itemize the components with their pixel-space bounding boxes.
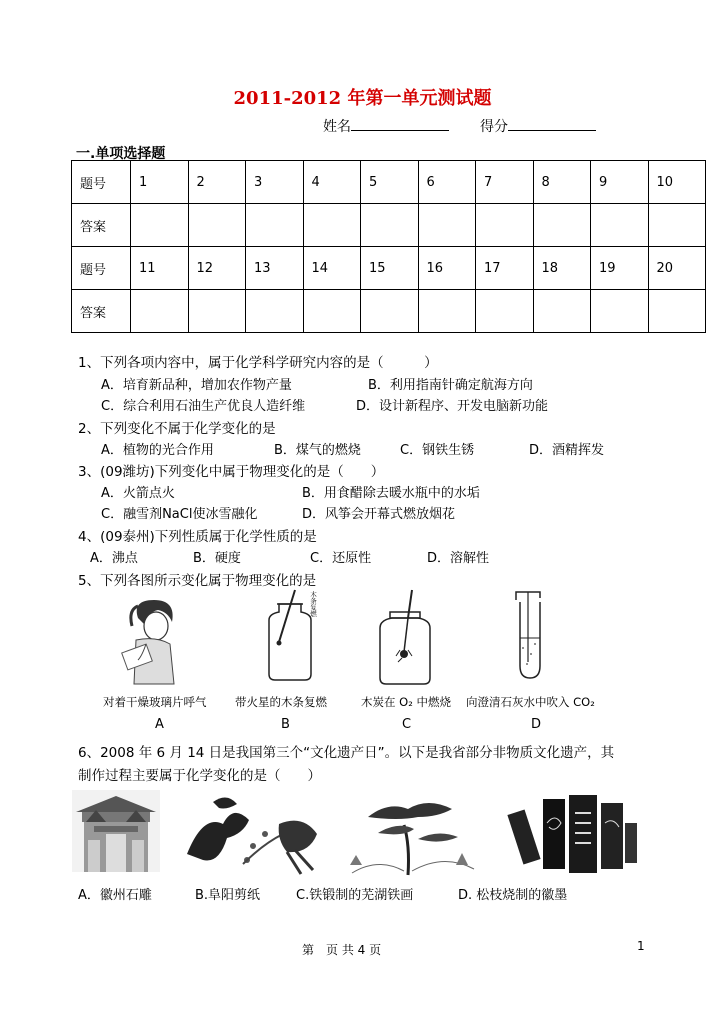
- paper-cut-image: [183, 794, 323, 878]
- section-title: 一.单项选择题: [76, 146, 166, 162]
- name-field: [323, 116, 449, 136]
- question-4-option-b: B．硬度: [193, 551, 241, 566]
- question-number-cell: 20: [648, 247, 706, 290]
- stone-archway-image: [72, 790, 160, 872]
- answer-cell[interactable]: [648, 204, 706, 247]
- figure-letter-a: A: [155, 717, 164, 732]
- row-label-answer: 答案: [72, 204, 131, 247]
- answer-cell[interactable]: [476, 204, 534, 247]
- figure-caption-b: 带火星的木条复燃: [235, 695, 327, 709]
- table-row: [72, 290, 706, 333]
- score-field: [480, 116, 596, 136]
- answer-table: [71, 160, 706, 333]
- answer-cell[interactable]: [476, 290, 534, 333]
- figure-caption-c: 木炭在 O₂ 中燃烧: [361, 695, 451, 709]
- question-number-cell: 16: [418, 247, 476, 290]
- answer-cell[interactable]: [188, 290, 246, 333]
- question-4-stem: 4、(09泰州)下列性质属于化学性质的是: [78, 529, 317, 545]
- question-number-cell: 18: [533, 247, 591, 290]
- question-number-cell: 19: [591, 247, 649, 290]
- question-6-option-c: C.铁锻制的芜湖铁画: [296, 888, 414, 903]
- question-number-cell: 11: [131, 247, 189, 290]
- question-number-cell: 8: [533, 161, 591, 204]
- page-number: 1: [637, 939, 645, 953]
- figure-letter-c: C: [402, 717, 412, 732]
- question-number-cell: 17: [476, 247, 534, 290]
- question-3-stem: 3、(09潍坊)下列变化中属于物理变化的是（ ）: [78, 464, 385, 480]
- question-number-cell: 12: [188, 247, 246, 290]
- question-1-option-b: B．利用指南针确定航海方向: [368, 378, 533, 393]
- answer-cell[interactable]: [533, 290, 591, 333]
- question-number-cell: 3: [246, 161, 304, 204]
- question-4-option-c: C．还原性: [310, 551, 372, 566]
- question-3-option-d: D．风筝会开幕式燃放烟花: [302, 507, 456, 522]
- question-number-cell: 2: [188, 161, 246, 204]
- name-label: 姓名: [323, 119, 351, 135]
- question-6-option-b: B.阜阳剪纸: [195, 888, 261, 903]
- page-footer: 第 页 共 4 页: [302, 943, 382, 957]
- table-row: [72, 161, 706, 204]
- score-label: 得分: [480, 119, 508, 135]
- question-number-cell: 9: [591, 161, 649, 204]
- answer-cell[interactable]: [591, 204, 649, 247]
- question-number-cell: 6: [418, 161, 476, 204]
- question-number-cell: 4: [303, 161, 361, 204]
- row-label-number: 题号: [72, 247, 131, 290]
- question-3-option-c: C．融雪剂NaCl使冰雪融化: [101, 507, 258, 522]
- answer-cell[interactable]: [303, 204, 361, 247]
- answer-cell[interactable]: [418, 290, 476, 333]
- answer-cell[interactable]: [361, 204, 419, 247]
- question-1-option-c: C．综合利用石油生产优良人造纤维: [101, 399, 306, 414]
- question-2-option-b: B．煤气的燃烧: [274, 443, 361, 458]
- score-blank[interactable]: [508, 116, 596, 131]
- question-4-option-d: D．溶解性: [427, 551, 490, 566]
- test-tube-figure: [506, 588, 556, 688]
- figure-letter-b: B: [281, 717, 290, 732]
- question-number-cell: 10: [648, 161, 706, 204]
- answer-cell[interactable]: [246, 204, 304, 247]
- question-number-cell: 14: [303, 247, 361, 290]
- question-2-option-d: D．酒精挥发: [529, 443, 605, 458]
- question-2-stem: 2、下列变化不属于化学变化的是: [78, 421, 276, 437]
- answer-cell[interactable]: [533, 204, 591, 247]
- figure-caption-a: 对着干燥玻璃片呼气: [103, 695, 207, 709]
- table-row: [72, 247, 706, 290]
- jar-label: 木条复燃: [309, 591, 317, 617]
- iron-painting-image: [348, 795, 478, 877]
- question-6-option-d: D. 松枝烧制的徽墨: [458, 888, 568, 903]
- figure-caption-d: 向澄清石灰水中吹入 CO₂: [466, 695, 595, 709]
- question-3-option-a: A．火箭点火: [101, 486, 175, 501]
- row-label-number: 题号: [72, 161, 131, 204]
- answer-cell[interactable]: [131, 204, 189, 247]
- question-6-stem-line-1: 6、2008 年 6 月 14 日是我国第三个“文化遗产日”。以下是我省部分非物质文化遗产，其: [78, 745, 615, 761]
- answer-cell[interactable]: [303, 290, 361, 333]
- question-6-option-a: A．徽州石雕: [78, 888, 152, 903]
- question-number-cell: 15: [361, 247, 419, 290]
- question-4-option-a: A．沸点: [90, 551, 138, 566]
- question-2-option-c: C．钢铁生锈: [400, 443, 475, 458]
- answer-cell[interactable]: [188, 204, 246, 247]
- ink-sticks-image: [505, 793, 645, 877]
- row-label-answer: 答案: [72, 290, 131, 333]
- answer-cell[interactable]: [131, 290, 189, 333]
- answer-cell[interactable]: [591, 290, 649, 333]
- question-6-stem-line-2: 制作过程主要属于化学变化的是（ ）: [78, 768, 321, 784]
- name-blank[interactable]: [351, 116, 449, 131]
- question-5-stem: 5、下列各图所示变化属于物理变化的是: [78, 573, 317, 589]
- answer-cell[interactable]: [418, 204, 476, 247]
- answer-cell[interactable]: [648, 290, 706, 333]
- answer-cell[interactable]: [246, 290, 304, 333]
- question-number-cell: 5: [361, 161, 419, 204]
- answer-cell[interactable]: [361, 290, 419, 333]
- page-title: 2011-2012 年第一单元测试题: [233, 88, 492, 109]
- charcoal-burning-figure: [370, 588, 440, 688]
- figure-letter-d: D: [531, 717, 542, 732]
- question-2-option-a: A．植物的光合作用: [101, 443, 214, 458]
- question-1-option-a: A．培育新品种，增加农作物产量: [101, 378, 292, 393]
- girl-breathing-figure: [118, 596, 190, 686]
- question-number-cell: 1: [131, 161, 189, 204]
- table-row: [72, 204, 706, 247]
- question-1-stem: 1、下列各项内容中，属于化学科学研究内容的是（ ）: [78, 355, 438, 371]
- question-1-option-d: D．设计新程序、开发电脑新功能: [356, 399, 549, 414]
- question-3-option-b: B．用食醋除去暖水瓶中的水垢: [302, 486, 480, 501]
- question-number-cell: 7: [476, 161, 534, 204]
- question-number-cell: 13: [246, 247, 304, 290]
